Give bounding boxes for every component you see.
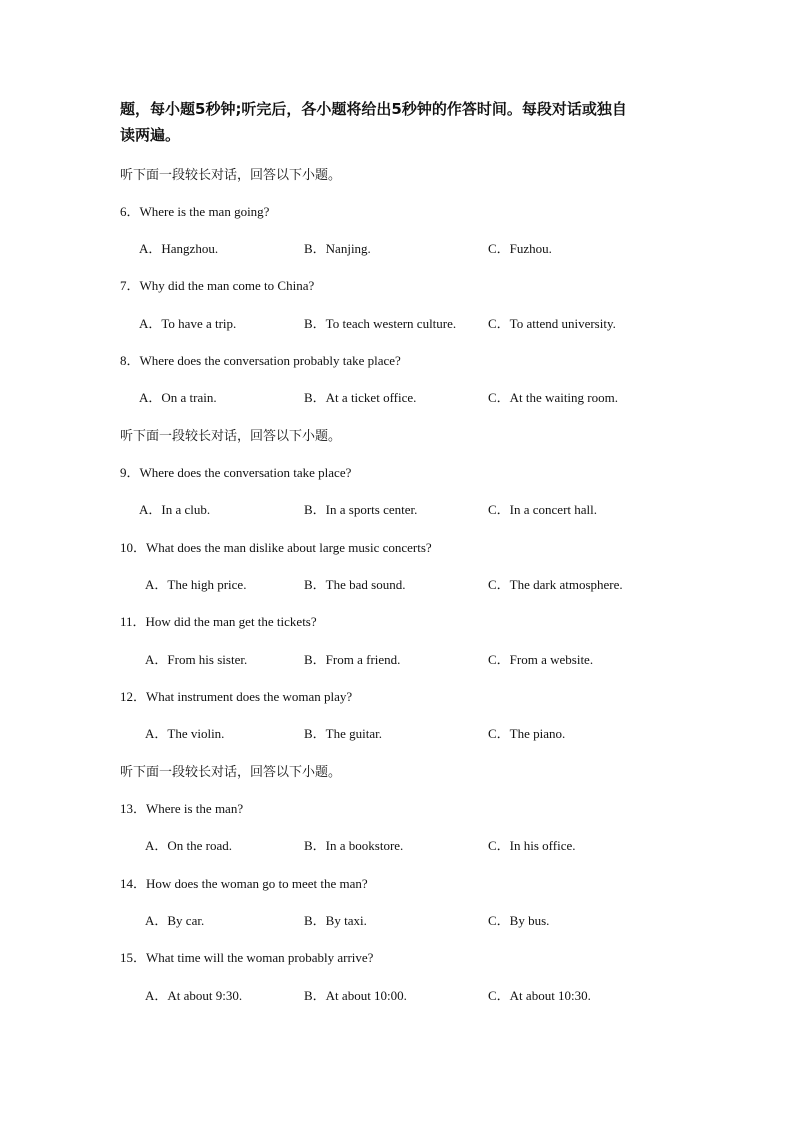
question-15-option-b: B．At about 10:00. xyxy=(304,988,407,1003)
question-11-option-a: A．From his sister. xyxy=(145,652,248,667)
question-12-option-c: C．The piano. xyxy=(488,726,566,741)
question-6-option-a: A．Hangzhou. xyxy=(139,241,219,256)
question-8-option-c: C．At the waiting room. xyxy=(488,390,618,405)
question-13-option-b: B．In a bookstore. xyxy=(304,838,404,853)
intro-line-1: 题，每小题5秒钟;听完后，各小题将给出5秒钟的作答时间。每段对话或独自 xyxy=(120,100,627,118)
question-14-option-c: C．By bus. xyxy=(488,913,550,928)
section-heading-2: 听下面一段较长对话，回答以下小题。 xyxy=(120,429,342,444)
question-11-option-c: C．From a website. xyxy=(488,652,594,667)
section-heading-1: 听下面一段较长对话，回答以下小题。 xyxy=(120,168,342,183)
question-14-stem: 14．How does the woman go to meet the man? xyxy=(120,876,368,891)
question-12-stem: 12．What instrument does the woman play? xyxy=(120,689,353,704)
question-10-option-a: A．The high price. xyxy=(145,577,247,592)
question-10-option-b: B．The bad sound. xyxy=(304,577,406,592)
question-9-option-c: C．In a concert hall. xyxy=(488,502,598,517)
question-13-option-a: A．On the road. xyxy=(145,838,233,853)
question-13-option-c: C．In his office. xyxy=(488,838,576,853)
question-15-stem: 15．What time will the woman probably arrive? xyxy=(120,950,374,965)
question-7-option-c: C．To attend university. xyxy=(488,316,616,331)
question-9-option-b: B．In a sports center. xyxy=(304,502,418,517)
question-7-option-a: A．To have a trip. xyxy=(139,316,237,331)
question-6-stem: 6．Where is the man going? xyxy=(120,204,270,219)
question-11-option-b: B．From a friend. xyxy=(304,652,401,667)
question-7-option-b: B．To teach western culture. xyxy=(304,316,457,331)
question-13-stem: 13．Where is the man? xyxy=(120,801,244,816)
intro-line-2: 读两遍。 xyxy=(120,126,181,144)
question-6-option-c: C．Fuzhou. xyxy=(488,241,552,256)
question-8-stem: 8．Where does the conversation probably take place? xyxy=(120,353,401,368)
question-12-option-b: B．The guitar. xyxy=(304,726,382,741)
question-6-option-b: B．Nanjing. xyxy=(304,241,371,256)
question-8-option-b: B．At a ticket office. xyxy=(304,390,417,405)
section-heading-3: 听下面一段较长对话，回答以下小题。 xyxy=(120,765,342,780)
intro-instructions xyxy=(120,96,680,148)
question-9-option-a: A．In a club. xyxy=(139,502,211,517)
question-9-stem: 9．Where does the conversation take place? xyxy=(120,465,352,480)
question-15-option-c: C．At about 10:30. xyxy=(488,988,591,1003)
question-11-stem: 11．How did the man get the tickets? xyxy=(120,614,317,629)
question-10-stem: 10．What does the man dislike about large music concerts? xyxy=(120,540,432,555)
question-8-option-a: A．On a train. xyxy=(139,390,217,405)
question-14-option-a: A．By car. xyxy=(145,913,205,928)
question-14-option-b: B．By taxi. xyxy=(304,913,367,928)
question-12-option-a: A．The violin. xyxy=(145,726,225,741)
question-7-stem: 7．Why did the man come to China? xyxy=(120,278,315,293)
question-10-option-c: C．The dark atmosphere. xyxy=(488,577,623,592)
question-15-option-a: A．At about 9:30. xyxy=(145,988,243,1003)
